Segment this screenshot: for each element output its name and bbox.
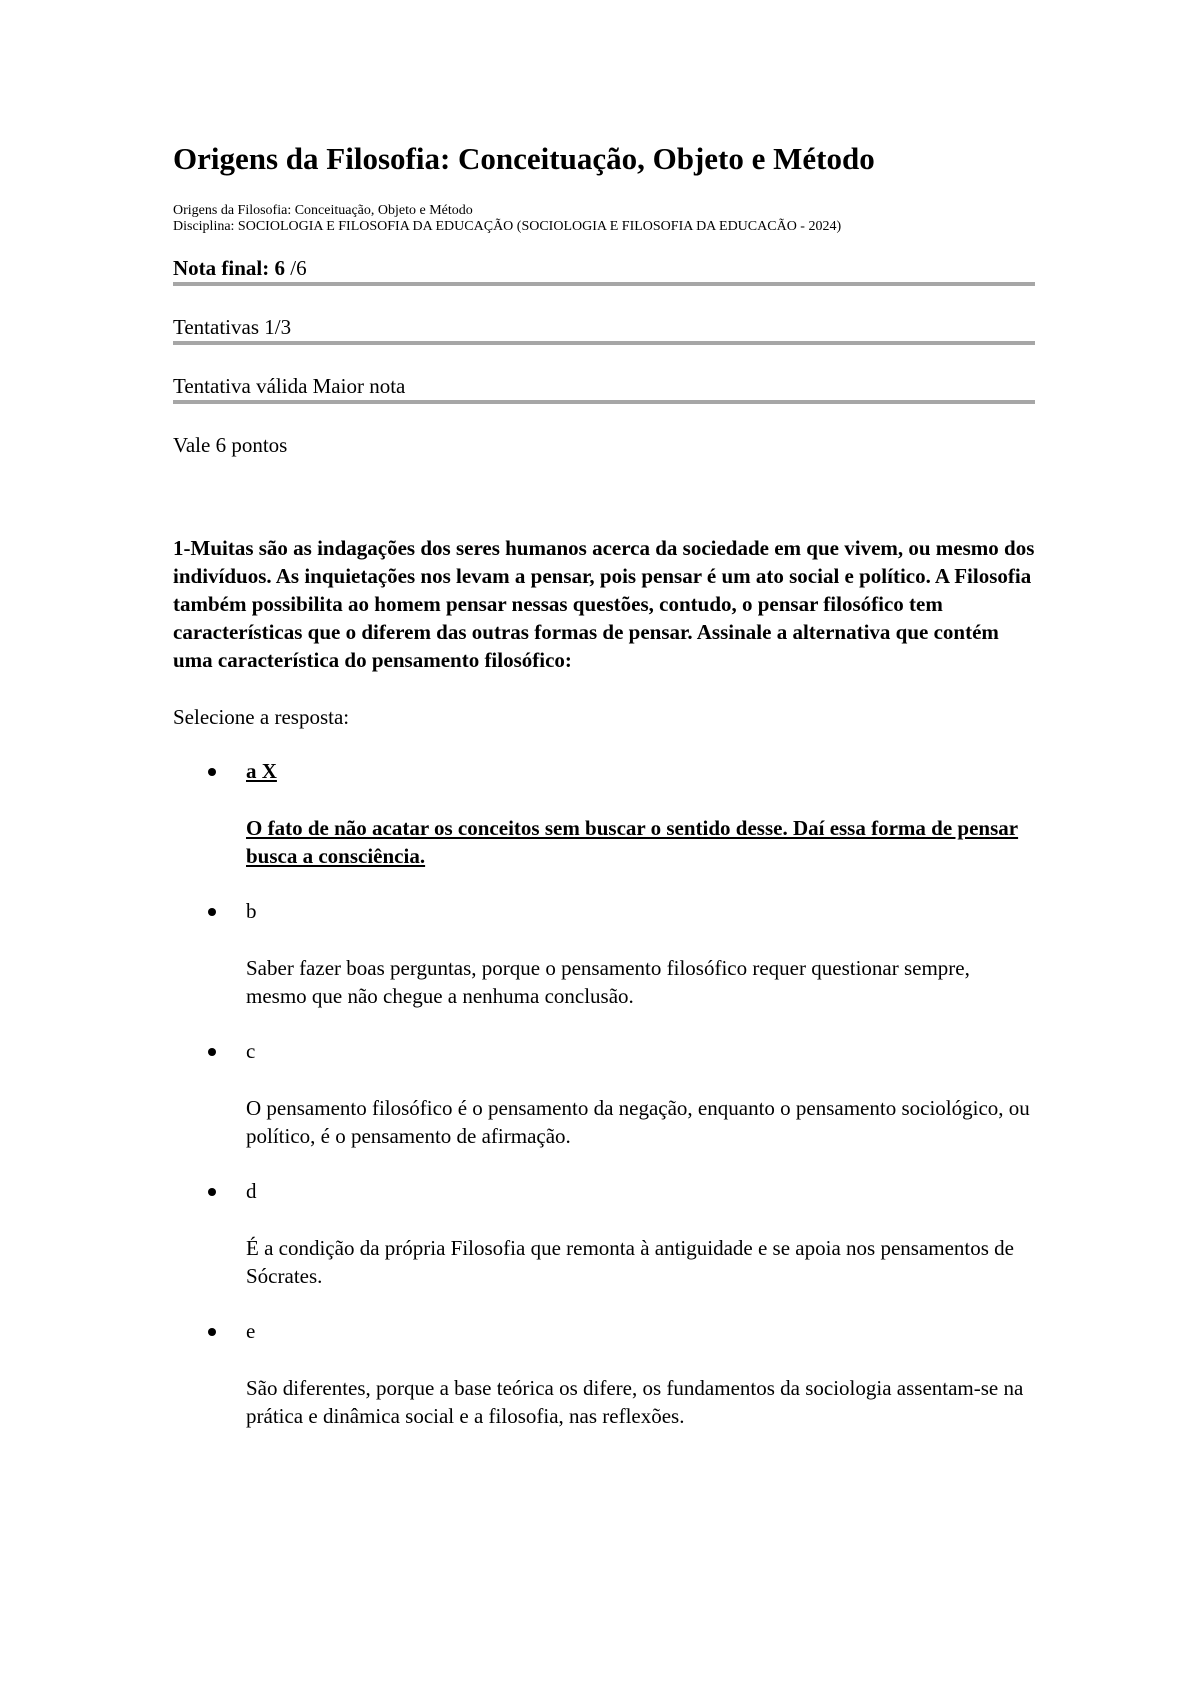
answer-options-list [173, 758, 1035, 1430]
answer-option-e[interactable] [173, 1318, 1035, 1430]
option-text: O pensamento filosófico é o pensamento da negação, enquanto o pensamento sociológico, ou político, é o pensamento de afirmação. [246, 1096, 1030, 1149]
option-text: São diferentes, porque a base teórica os difere, os fundamentos da sociologia assentam-se na prática e dinâmica social e a filosofia, nas reflexões. [246, 1376, 1024, 1429]
question-text: 1-Muitas são as indagações dos seres humanos acerca da sociedade em que vivem, ou mesmo dos indivíduos. As inquietações nos levam a pensar, pois pensar é um ato social e político. A Filosofia também possibilita ao homem pensar nessas questões, contudo, o pensar filosófico tem características que o diferem das outras formas de pensar. Assinale a alternativa que contém uma característica do pensamento filosófico: [173, 536, 1035, 673]
option-text: Saber fazer boas perguntas, porque o pensamento filosófico requer questionar sempre, mesmo que não chegue a nenhuma conclusão. [246, 956, 970, 1009]
option-text: O fato de não acatar os conceitos sem buscar o sentido desse. Daí essa forma de pensar busca a consciência. [246, 816, 1019, 869]
points-text: Vale 6 pontos [173, 433, 288, 458]
bullet-icon [208, 908, 216, 916]
document-page [173, 140, 1035, 1458]
answer-option-a[interactable] [173, 758, 1035, 870]
bullet-icon [208, 1188, 216, 1196]
final-grade-row [173, 255, 1035, 286]
subtitle-block [173, 203, 1035, 235]
option-letter: e [246, 1319, 256, 1344]
subtitle-line: Origens da Filosofia: Conceituação, Objeto e Método [173, 203, 473, 219]
option-letter: d [246, 1179, 257, 1204]
option-letter: a X [246, 759, 277, 784]
select-answer-label: Selecione a resposta: [173, 705, 350, 730]
final-grade-max: /6 [290, 256, 307, 281]
answer-option-d[interactable] [173, 1178, 1035, 1290]
answer-option-c[interactable] [173, 1038, 1035, 1150]
answer-option-b[interactable] [173, 898, 1035, 1010]
option-letter: c [246, 1039, 256, 1064]
option-text: É a condição da própria Filosofia que remonta à antiguidade e se apoia nos pensamentos de Sócrates. [246, 1236, 1014, 1289]
page-title: Origens da Filosofia: Conceituação, Objeto e Método [173, 141, 875, 176]
attempts-row [173, 314, 1035, 345]
option-letter: b [246, 899, 257, 924]
attempts-text: Tentativas 1/3 [173, 315, 292, 340]
valid-attempt-row [173, 373, 1035, 404]
bullet-icon [208, 1048, 216, 1056]
final-grade-label: Nota final: 6 [173, 256, 285, 281]
valid-attempt-text: Tentativa válida Maior nota [173, 374, 406, 399]
bullet-icon [208, 1328, 216, 1336]
bullet-icon [208, 768, 216, 776]
discipline-line: Disciplina: SOCIOLOGIA E FILOSOFIA DA EDUCAÇÃO (SOCIOLOGIA E FILOSOFIA DA EDUCACÃO - 2024) [173, 219, 842, 235]
